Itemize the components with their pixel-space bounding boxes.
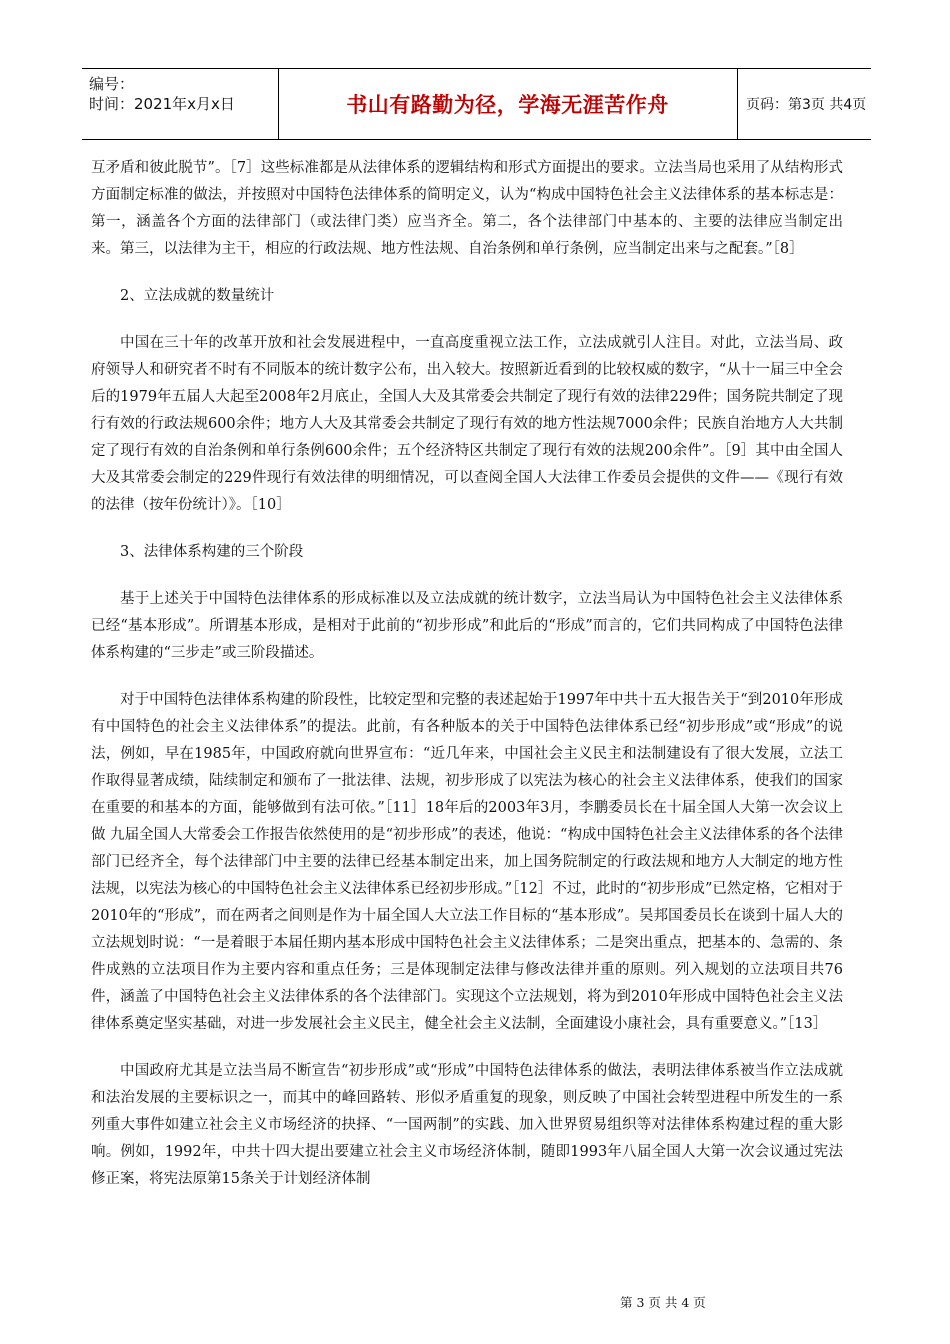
section-heading: 2、立法成就的数量统计 <box>120 288 275 304</box>
code-label: 编号： <box>89 75 135 93</box>
header-page-cell <box>737 69 871 139</box>
document-body <box>91 155 843 1193</box>
paragraph: 中国在三十年的改革开放和社会发展进程中，一直高度重视立法工作，立法成就引人注目。对此，立法当局、政府领导人和研究者不时有不同版本的统计数字公布，出入较大。按照新近看到的比较权威的数字，“从十一届三中全会后的1979年五届人大起至2008年2月底止，全国人大及其常委会共制定了现行有效的法律229件；国务院共制定了现行有效的行政法规600余件；地方人大及其常委会共制定了现行有效的地方性法规7000余件；民族自治地方人大共制定了现行有效的自治条例和单行条例600余件；五个经济特区共制定了现行有效的法规200余件”。［9］其中由全国人大及其常委会制定的229件现行有效法律的明细情况，可以查阅全国人大法律工作委员会提供的文件——《现行有效的法律（按年份统计）》。［10］ <box>91 335 843 513</box>
page-header <box>82 68 871 140</box>
page-footer: 第 3 页 共 4 页 <box>620 1295 706 1310</box>
paragraph: 对于中国特色法律体系构建的阶段性，比较定型和完整的表述起始于1997年中共十五大报告关于“到2010年形成有中国特色的社会主义法律体系”的提法。此前，有各种版本的关于中国特色法律体系已经“初步形成”或“形成”的说法，例如，早在1985年，中国政府就向世界宣布：“近几年来，中国社会主义民主和法制建设有了很大发展，立法工作取得显著成绩，陆续制定和颁布了一批法律、法规，初步形成了以宪法为核心的社会主义法律体系，使我们的国家在重要的和基本的方面，能够做到有法可依。”［11］18年后的2003年3月，李鹏委员长在十届全国人大第一次会议上做 九届全国人大常委会工作报告依然使用的是“初步形成”的表述，他说：“构成中国特色社会主义法律体系的各个法律部门已经齐全，每个法律部门中主要的法律已经基本制定出来，加上国务院制定的行政法规和地方人大制定的地方性法规，以宪法为核心的中国特色社会主义法律体系已经初步形成。”［12］不过，此时的“初步形成”已然定格，它相对于2010年的“形成”，而在两者之间则是作为十届全国人大立法工作目标的“基本形成”。吴邦国委员长在谈到十届人大的立法规划时说：“一是着眼于本届任期内基本形成中国特色社会主义法律体系；二是突出重点，把基本的、急需的、条件成熟的立法项目作为主要内容和重点任务；三是体现制定法律与修改法律并重的原则。列入规划的立法项目共76件，涵盖了中国特色社会主义法律体系的各个法律部门。实现这个立法规划，将为到2010年形成中国特色社会主义法律体系奠定坚实基础，对进一步发展社会主义民主，健全社会主义法制，全面建设小康社会，具有重要意义。”［13］ <box>91 692 843 1032</box>
section-heading: 3、法律体系构建的三个阶段 <box>120 544 304 560</box>
header-motto-cell <box>278 69 738 139</box>
paragraph: 基于上述关于中国特色法律体系的形成标准以及立法成就的统计数字，立法当局认为中国特色社会主义法律体系已经“基本形成”。所谓基本形成，是相对于此前的“初步形成”和此后的“形成”而言的，它们共同构成了中国特色法律体系构建的“三步走”或三阶段描述。 <box>91 591 843 661</box>
header-meta <box>82 69 279 139</box>
paragraph: 互矛盾和彼此脱节”。［7］这些标准都是从法律体系的逻辑结构和形式方面提出的要求。立法当局也采用了从结构形式方面制定标准的做法，并按照对中国特色法律体系的简明定义，认为“构成中国特色社会主义法律体系的基本标志是：第一，涵盖各个方面的法律部门（或法律门类）应当齐全。第二，各个法律部门中基本的、主要的法律应当制定出来。第三，以法律为主干，相应的行政法规、地方性法规、自治条例和单行条例，应当制定出来与之配套。”［8］ <box>91 160 843 257</box>
motto: 书山有路勤为径，学海无涯苦作舟 <box>346 93 669 117</box>
page-label: 页码：第3页 共4页 <box>746 97 867 113</box>
time-label: 时间：2021年x月x日 <box>89 95 235 113</box>
paragraph: 中国政府尤其是立法当局不断宣告“初步形成”或“形成”中国特色法律体系的做法，表明法律体系被当作立法成就和法治发展的主要标识之一，而其中的峰回路转、形似矛盾重复的现象，则反映了中国社会转型进程中所发生的一系列重大事件如建立社会主义市场经济的抉择、“一国两制”的实践、加入世界贸易组织等对法律体系构建过程的重大影响。例如，1992年，中共十四大提出要建立社会主义市场经济体制，随即1993年八届全国人大第一次会议通过宪法修正案，将宪法原第15条关于计划经济体制 <box>91 1063 843 1187</box>
